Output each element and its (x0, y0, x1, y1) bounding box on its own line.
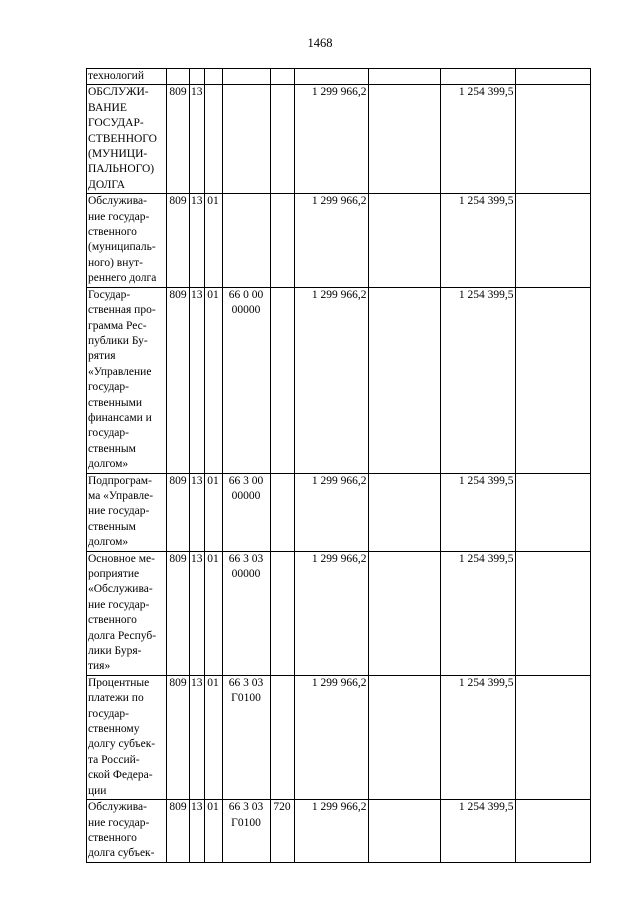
cell-ved-code: 809 (167, 194, 190, 287)
cell-amount-4 (515, 675, 590, 799)
cell-expense-type (270, 194, 294, 287)
cell-ved-code (167, 69, 190, 85)
cell-amount-2 (368, 85, 440, 194)
cell-target-article (222, 85, 270, 194)
cell-amount-4 (515, 800, 590, 863)
cell-target-article (222, 69, 270, 85)
cell-subsection-code: 01 (204, 287, 222, 473)
cell-amount-1: 1 299 966,2 (294, 675, 368, 799)
cell-name: технологий (87, 69, 167, 85)
cell-amount-1: 1 299 966,2 (294, 473, 368, 551)
cell-amount-2 (368, 675, 440, 799)
cell-name: Подпрограм- ма «Управле- ние государ- ственным долгом» (87, 473, 167, 551)
cell-amount-3: 1 254 399,5 (440, 473, 515, 551)
cell-section-code: 13 (190, 287, 205, 473)
table-row (87, 85, 591, 194)
cell-section-code: 13 (190, 675, 205, 799)
cell-target-article: 66 3 03 Г0100 (222, 800, 270, 863)
cell-amount-3: 1 254 399,5 (440, 800, 515, 863)
cell-name: Обслужива- ние государ- ственного (муниципаль- ного) внут- реннего долга (87, 194, 167, 287)
cell-target-article: 66 3 00 00000 (222, 473, 270, 551)
cell-name: Процентные платежи по государ- ственному долгу субъек- та Россий- ской Федера- ции (87, 675, 167, 799)
cell-target-article: 66 3 03 00000 (222, 551, 270, 675)
cell-amount-2 (368, 551, 440, 675)
cell-amount-1: 1 299 966,2 (294, 800, 368, 863)
table-row (87, 551, 591, 675)
table-row (87, 287, 591, 473)
cell-section-code: 13 (190, 473, 205, 551)
cell-amount-3: 1 254 399,5 (440, 194, 515, 287)
cell-ved-code: 809 (167, 287, 190, 473)
cell-amount-2 (368, 800, 440, 863)
cell-amount-4 (515, 85, 590, 194)
cell-amount-1: 1 299 966,2 (294, 287, 368, 473)
table-row (87, 675, 591, 799)
table-row (87, 473, 591, 551)
cell-amount-1: 1 299 966,2 (294, 551, 368, 675)
table-row (87, 194, 591, 287)
cell-amount-4 (515, 69, 590, 85)
table-row (87, 800, 591, 863)
cell-amount-3: 1 254 399,5 (440, 551, 515, 675)
cell-name: ОБСЛУЖИ- ВАНИЕ ГОСУДАР- СТВЕННОГО (МУНИЦИ- ПАЛЬНОГО) ДОЛГА (87, 85, 167, 194)
cell-ved-code: 809 (167, 551, 190, 675)
cell-amount-4 (515, 551, 590, 675)
cell-amount-3: 1 254 399,5 (440, 675, 515, 799)
cell-name: Обслужива- ние государ- ственного долга субъек- (87, 800, 167, 863)
cell-target-article (222, 194, 270, 287)
cell-expense-type (270, 675, 294, 799)
budget-table (86, 68, 591, 863)
cell-expense-type (270, 551, 294, 675)
cell-target-article: 66 3 03 Г0100 (222, 675, 270, 799)
table-row (87, 69, 591, 85)
cell-target-article: 66 0 00 00000 (222, 287, 270, 473)
cell-amount-1: 1 299 966,2 (294, 194, 368, 287)
cell-amount-2 (368, 194, 440, 287)
cell-section-code: 13 (190, 551, 205, 675)
cell-section-code: 13 (190, 194, 205, 287)
cell-name: Государ- ственная про- грамма Рес- публики Бу- рятия «Управление государ- ственными финансами и государ- ственным долгом» (87, 287, 167, 473)
cell-amount-3: 1 254 399,5 (440, 85, 515, 194)
cell-amount-1 (294, 69, 368, 85)
cell-amount-2 (368, 473, 440, 551)
cell-amount-4 (515, 287, 590, 473)
cell-ved-code: 809 (167, 473, 190, 551)
cell-section-code: 13 (190, 800, 205, 863)
cell-expense-type (270, 287, 294, 473)
cell-amount-2 (368, 69, 440, 85)
cell-ved-code: 809 (167, 800, 190, 863)
cell-expense-type (270, 85, 294, 194)
cell-name: Основное ме- роприятие «Обслужива- ние государ- ственного долга Респуб- лики Буря- тия» (87, 551, 167, 675)
cell-subsection-code: 01 (204, 194, 222, 287)
cell-subsection-code (204, 69, 222, 85)
cell-subsection-code: 01 (204, 800, 222, 863)
cell-section-code (190, 69, 205, 85)
cell-subsection-code (204, 85, 222, 194)
cell-amount-3: 1 254 399,5 (440, 287, 515, 473)
table-body (87, 69, 591, 863)
cell-amount-2 (368, 287, 440, 473)
cell-amount-4 (515, 473, 590, 551)
cell-expense-type: 720 (270, 800, 294, 863)
page-number: 1468 (307, 36, 333, 50)
cell-expense-type (270, 473, 294, 551)
cell-subsection-code: 01 (204, 551, 222, 675)
cell-ved-code: 809 (167, 675, 190, 799)
cell-amount-3 (440, 69, 515, 85)
cell-section-code: 13 (190, 85, 205, 194)
cell-subsection-code: 01 (204, 675, 222, 799)
cell-amount-4 (515, 194, 590, 287)
cell-amount-1: 1 299 966,2 (294, 85, 368, 194)
cell-expense-type (270, 69, 294, 85)
cell-ved-code: 809 (167, 85, 190, 194)
cell-subsection-code: 01 (204, 473, 222, 551)
